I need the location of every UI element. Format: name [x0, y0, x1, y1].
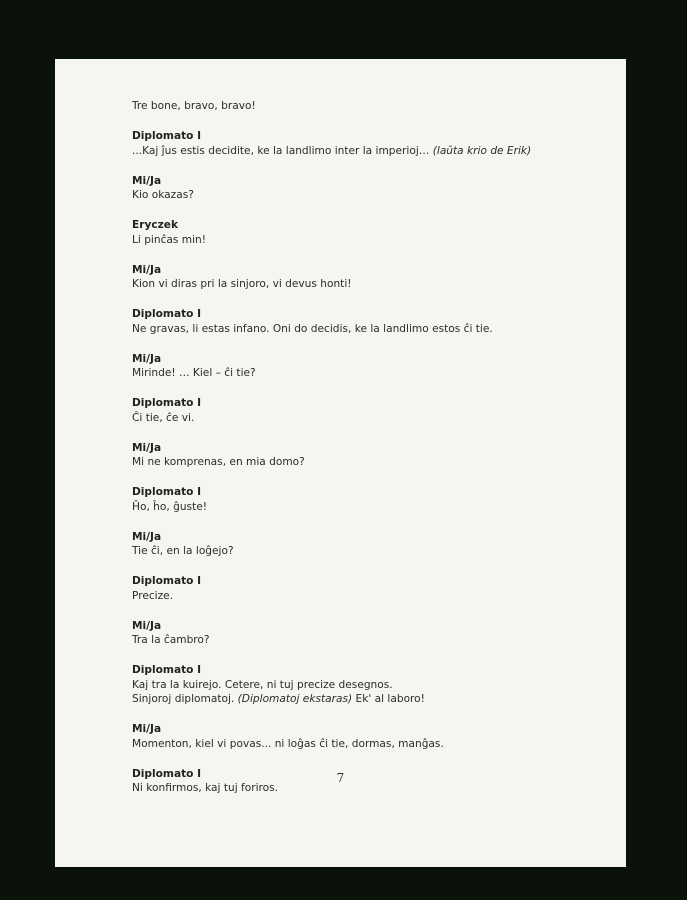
dialogue-text: Ni konfirmos, kaj tuj foriros. — [132, 782, 279, 794]
dialogue-text: Li pinĉas min! — [132, 233, 207, 246]
dialogue-text: Precize. — [132, 589, 174, 602]
dialogue-text: Ĉi tie, ĉe vi. — [132, 411, 195, 424]
dialogue-line — [132, 366, 602, 381]
dialogue-block — [132, 352, 602, 381]
dialogue-block — [132, 663, 602, 707]
dialogue-block — [132, 619, 602, 648]
dialogue-block — [132, 530, 602, 559]
dialogue-line — [132, 188, 602, 203]
speaker-name: Mi/Ja — [132, 619, 162, 632]
dialogue-line — [132, 589, 602, 604]
speaker-name: Diplomato I — [132, 664, 202, 676]
document-page — [55, 59, 626, 867]
dialogue-text: Mi ne komprenas, en mia domo? — [132, 456, 305, 468]
speaker-name: Diplomato I — [132, 486, 202, 498]
script-text — [132, 99, 602, 811]
dialogue-line — [132, 99, 602, 114]
dialogue-line — [132, 455, 602, 470]
dialogue-line — [132, 544, 602, 559]
dialogue-text: Ĥo, ĥo, ĝuste! — [132, 500, 207, 513]
dialogue-text: Kion vi diras pri la sinjoro, vi devus honti! — [132, 278, 352, 290]
dialogue-text: Kio okazas? — [132, 189, 194, 201]
dialogue-block — [132, 722, 602, 751]
speaker-name: Diplomato I — [132, 397, 202, 409]
dialogue-text: Mirinde! … Kiel – ĉi tie? — [132, 367, 256, 379]
dialogue-line — [132, 144, 602, 159]
dialogue-line — [132, 500, 602, 515]
dialogue-line — [132, 322, 602, 337]
dialogue-line — [132, 692, 602, 707]
dialogue-text: Tie ĉi, en la loĝejo? — [132, 545, 234, 557]
dialogue-block — [132, 485, 602, 514]
speaker-name: Diplomato I — [132, 130, 202, 142]
dialogue-block — [132, 174, 602, 203]
dialogue-block — [132, 263, 602, 292]
dialogue-text: Tre bone, bravo, bravo! — [132, 100, 256, 112]
dialogue-block — [132, 218, 602, 247]
dialogue-line — [132, 737, 602, 752]
dialogue-block — [132, 441, 602, 470]
stage-direction: (laŭta krio de Erik) — [429, 144, 532, 157]
speaker-name: Mi/Ja — [132, 723, 162, 735]
dialogue-block — [132, 307, 602, 336]
dialogue-text: Momenton, kiel vi povas... ni loĝas ĉi tie, dormas, manĝas. — [132, 737, 444, 750]
speaker-name: Mi/Ja — [132, 263, 162, 276]
dialogue-text: ...Kaj ĵus estis decidite, ke la landlimo inter la imperioj… — [132, 144, 430, 157]
speaker-name: Diplomato I — [132, 308, 202, 320]
dialogue-block — [132, 99, 602, 114]
dialogue-block — [132, 574, 602, 603]
dialogue-block — [132, 129, 602, 158]
dialogue-text: Kaj tra la kuirejo. Cetere, ni tuj precize desegnos. — [132, 678, 393, 691]
dialogue-block — [132, 396, 602, 425]
dialogue-text: Ek' al laboro! — [352, 693, 425, 705]
stage-direction: (Diplomatoj ekstaras) — [237, 693, 353, 705]
speaker-name: Diplomato I — [132, 575, 202, 587]
dialogue-line — [132, 277, 602, 292]
dialogue-line — [132, 411, 602, 426]
dialogue-text: Tra la ĉambro? — [132, 634, 210, 646]
speaker-name: Mi/Ja — [132, 530, 162, 543]
dialogue-line — [132, 233, 602, 248]
speaker-name: Mi/Ja — [132, 352, 162, 365]
dialogue-text: Sinjoroj diplomatoj. — [132, 693, 238, 705]
speaker-name: Eryczek — [132, 219, 179, 231]
page-number: 7 — [336, 771, 345, 785]
dialogue-line — [132, 678, 602, 693]
dialogue-line — [132, 633, 602, 648]
dialogue-text: Ne gravas, li estas infano. Oni do decidis, ke la landlimo estos ĉi tie. — [132, 322, 493, 335]
speaker-name: Mi/Ja — [132, 441, 162, 454]
speaker-name: Mi/Ja — [132, 174, 162, 187]
speaker-name: Diplomato I — [132, 767, 202, 780]
